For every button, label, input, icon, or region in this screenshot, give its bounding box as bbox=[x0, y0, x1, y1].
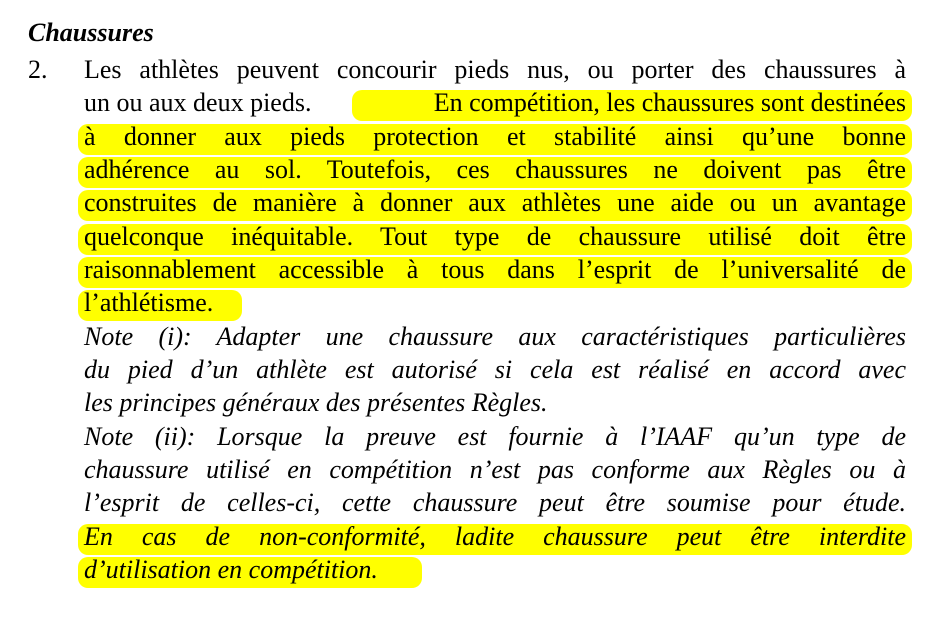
paragraph-line bbox=[84, 86, 906, 120]
note-line: Note (i): Adapter une chaussure aux caractéristiques particulières bbox=[84, 322, 906, 351]
rule-number: 2. bbox=[28, 55, 48, 84]
note-line: les principes généraux des présentes Règles. bbox=[84, 388, 548, 417]
highlighted-text: l’athlétisme. bbox=[84, 288, 214, 317]
section-heading: Chaussures bbox=[28, 18, 154, 47]
highlighted-text: construites de manière à donner aux athlètes une aide ou un avantage bbox=[84, 188, 906, 217]
highlighted-text: raisonnablement accessible à tous dans l’esprit de l’universalité de bbox=[84, 255, 906, 284]
paragraph-line: Les athlètes peuvent concourir pieds nus, ou porter des chaussures à bbox=[84, 55, 906, 84]
note-line: du pied d’un athlète est autorisé si cela est réalisé en accord avec bbox=[84, 355, 906, 384]
note-line: l’esprit de celles-ci, cette chaussure peut être soumise pour étude. bbox=[84, 488, 906, 517]
paragraph-text: un ou aux deux pieds. bbox=[84, 88, 312, 117]
highlighted-text: adhérence au sol. Toutefois, ces chaussures ne doivent pas être bbox=[84, 155, 906, 184]
highlighted-text: En compétition, les chaussures sont destinées bbox=[433, 88, 906, 117]
note-line: Note (ii): Lorsque la preuve est fournie à l’IAAF qu’un type de bbox=[84, 422, 906, 451]
highlighted-text: quelconque inéquitable. Tout type de chaussure utilisé doit être bbox=[84, 222, 906, 251]
highlighted-note-text: En cas de non-conformité, ladite chaussure peut être interdite bbox=[84, 522, 906, 551]
highlighted-note-text: d’utilisation en compétition. bbox=[84, 555, 378, 584]
note-line: chaussure utilisé en compétition n’est pas conforme aux Règles ou à bbox=[84, 455, 906, 484]
highlighted-text: à donner aux pieds protection et stabilité ainsi qu’une bonne bbox=[84, 122, 906, 151]
